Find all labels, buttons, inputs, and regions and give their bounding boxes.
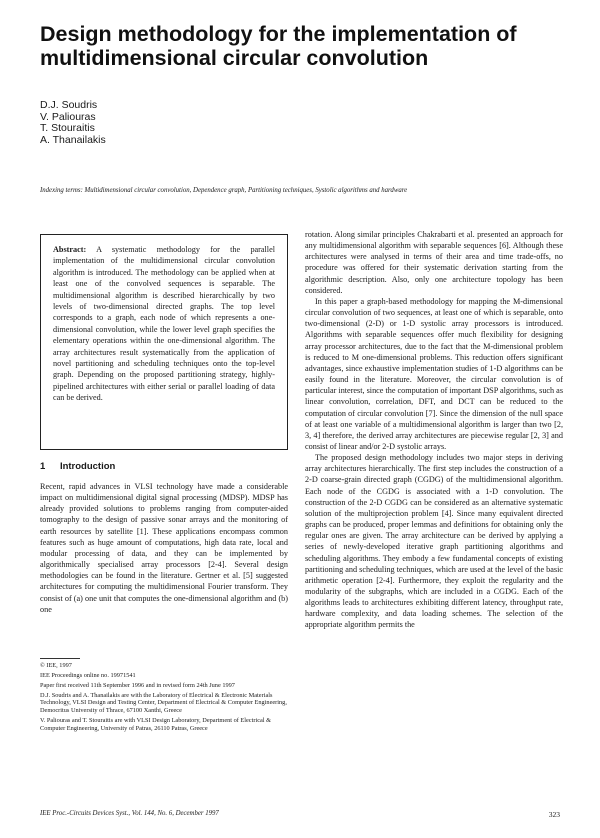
body-paragraph: In this paper a graph-based methodology for mapping the M-dimensional circular convolution of two sequences, at least one of which is separable, onto two-dimensional (2-D) or 1-D systolic array processors is introduced. Algorithms with separable sequences offer much flexibility for designing array processor architectures, due to the fact that the M-dimensional problem is reduced to M one-dimensional problems. This reduction offers significant advantages, since exhaustive implementation studies of 1-D algorithms can be easily found in the literature. Moreover, the circular convolution is of particular interest, since the computation of important DSP algorithms, such as linear convolution, correlation, DFT, and DCT can be reduced to the computation of circular convolution [7]. Since the dimension of the null space of at least one variable of a multidimensional algorithm is larger than two [2, 3, 4] therefore, the derived array architectures are piecewise regular [2, 3] and consist of linear and/or 2-D systolic arrays. [305, 296, 563, 451]
abstract-box [40, 234, 288, 450]
body-paragraph: Recent, rapid advances in VLSI technology have made a considerable impact on multidimensional digital signal processing (MDSP). MDSP has already provided solutions to problems ranging from computer-aided tomography to the design of passive sonar arrays and the monitoring of earth resources by satellite [1]. These applications encompass common features such as huge amount of computations, high data rate, local and modular processing of data, and they can be implemented by algorithmically specialised array processors [2-4]. Several design methodologies can be found in the literature. Gertner et al. [5] suggested architectures for computing the multidimensional Fourier transform. They consist of (a) one unit that computes the one-dimensional algorithm and (b) one [40, 482, 288, 614]
left-column-body [40, 481, 288, 635]
affiliation-note: V. Paliouras and T. Stouraitis are with VLSI Design Laboratory, Department of Electrical & Computer Engineering, University of Patras, 26110 Patras, Greece [40, 717, 272, 732]
online-number: IEE Proceedings online no. 19971541 [40, 671, 136, 679]
section-title: Introduction [59, 461, 116, 472]
author-list [40, 100, 106, 146]
author-name: V. Paliouras [40, 110, 96, 123]
body-paragraph: The proposed design methodology includes two major steps in deriving array architectures hierarchically. The first step includes the construction of a 2-D coarse-grain directed graph (CGDG) of the multidimensional algorithm. Each node of the CGDG is associated with a 1-D convolution. The construction of the 2-D CGDG can be considered as an alternative systematic solution of the multiprojection problem [4]. Since many equivalent directed graphs can be produced, proper lemmas and definitions for obtaining only the regular ones are given. The array architecture can be derived by applying a series of newly-developed iterative graph partitioning algorithms and scheduling algorithms. They embody a few fundamental concepts of existing partitioning and scheduling techniques, which are used at the level of the basic arithmetic operation [2-4]. Furthermore, they exploit the regularity and the modularity of the subgraphs, which are included in a CGDG. Each of the algorithms leads to architectures exhibiting different latency, throughput rate, hardware complexity, and data loading schemes. The selection of the appropriate algorithm permits the [305, 453, 563, 630]
page-number: 323 [548, 810, 560, 819]
journal-citation: IEE Proc.-Circuits Devices Syst., Vol. 144, No. 6, December 1997 [40, 810, 219, 817]
footnote-rule [40, 658, 80, 659]
received-note: Paper first received 11th September 1996 and in revised form 24th June 1997 [40, 681, 235, 689]
index-terms: Indexing terms: Multidimensional circular convolution, Dependence graph, Partitioning techniques, Systolic algorithms and hardware [40, 187, 408, 194]
right-column-body [305, 229, 563, 801]
page-footer [40, 810, 560, 817]
abstract-label: Abstract: [53, 245, 87, 254]
section-number: 1 [40, 461, 46, 472]
author-name: T. Stouraitis [40, 122, 95, 134]
author-name: D.J. Soudris [40, 99, 98, 111]
affiliation-note: D.J. Soudris and A. Thanailakis are with the Laboratory of Electrical & Electronic Materials Technology, VLSI Design and Testing Center, Department of Electrical & Computer Engineering, Democritus University of Thrace, 67100 Xanthi, Greece [40, 691, 287, 714]
author-name: A. Thanailakis [40, 133, 106, 146]
paper-title: Design methodology for the implementation of multidimensional circular convolution [40, 22, 517, 70]
body-paragraph: rotation. Along similar principles Chakrabarti et al. presented an approach for any multidimensional algorithm with separable sequences [6]. Although these architectures were analysed in terms of their area and time trade-offs, no procedure was offered for their systematic derivation starting from the algorithmic description. Also, only one architecture topology has been considered. [305, 230, 563, 295]
section-heading [40, 461, 115, 472]
footnotes [40, 658, 288, 798]
abstract-text: A systematic methodology for the parallel implementation of the multidimensional circular convolution algorithm is introduced. The methodology can be applied when at least one of the convolved sequences is separable. The multidimensional algorithm is described hierarchically by two levels of two-dimensional directed graphs. The top level corresponds to a graph, each node of which represents a one-dimensional convolution, while the lower level graph specifies the elementary operations within the one-dimensional algorithm. The array architectures result systematically from the application of novel partitioning and scheduling techniques onto the top-level graph. Depending on the proposed partitioning strategy, highly-pipelined architectures with either serial or parallel loading of data can be derived. [53, 245, 275, 403]
copyright-note: © IEE, 1997 [40, 661, 72, 669]
